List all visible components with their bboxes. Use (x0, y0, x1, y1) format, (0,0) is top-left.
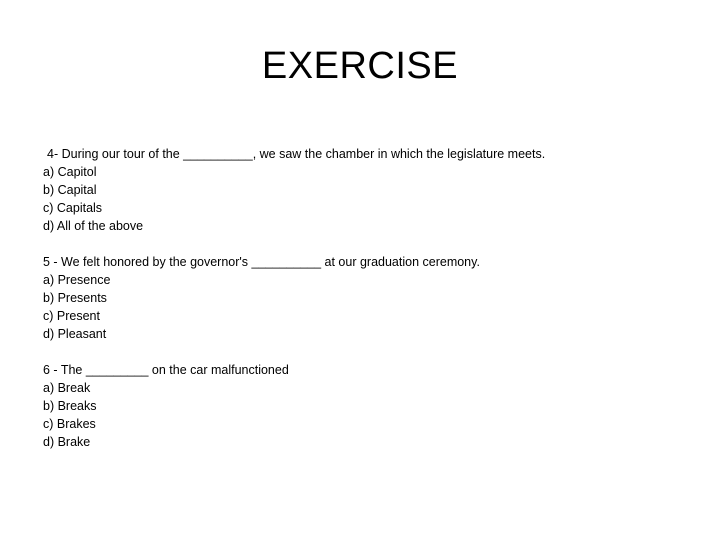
option-a: a) Break (43, 381, 91, 395)
option-b: b) Capital (43, 183, 97, 197)
question-5 (43, 253, 683, 343)
option-c: c) Capitals (43, 201, 103, 215)
option-a: a) Capitol (43, 165, 97, 179)
option-d: d) Pleasant (43, 327, 107, 341)
question-text: 5 - We felt honored by the governor's __________ at our graduation ceremony. (43, 255, 480, 269)
option-a: a) Presence (43, 273, 111, 287)
page-title: EXERCISE (261, 45, 459, 87)
option-list (43, 163, 683, 235)
question-text: 6 - The _________ on the car malfunctioned (43, 363, 289, 377)
exercise-list (43, 145, 683, 451)
option-list (43, 379, 683, 451)
option-c: c) Present (43, 309, 100, 323)
question-6 (43, 361, 683, 451)
option-c: c) Brakes (43, 417, 96, 431)
option-d: d) Brake (43, 435, 91, 449)
option-d: d) All of the above (43, 219, 144, 233)
question-4 (43, 145, 683, 235)
option-list (43, 271, 683, 343)
option-b: b) Presents (43, 291, 107, 305)
question-text: 4- During our tour of the __________, we saw the chamber in which the legislature meets. (47, 147, 546, 161)
option-b: b) Breaks (43, 399, 97, 413)
